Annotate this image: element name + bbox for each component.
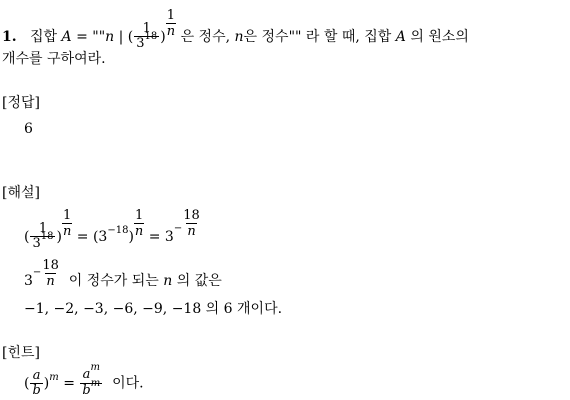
- paren-close: ): [56, 229, 62, 245]
- explanation-equation: [24, 208, 201, 253]
- fraction-numerator: 1: [142, 21, 151, 36]
- problem-text: 의 원소의: [410, 29, 469, 45]
- problem-text: = "": [76, 29, 106, 45]
- exponent-fraction: [62, 208, 72, 239]
- paren-close: ): [128, 229, 134, 245]
- fraction-denominator: [134, 31, 159, 52]
- num-exponent: m: [90, 362, 100, 373]
- problem-text: | (: [118, 29, 134, 45]
- exp-numerator: 1: [166, 8, 176, 23]
- exponent-fraction: [134, 208, 144, 239]
- exp-denominator: n: [166, 24, 176, 39]
- den-exponent: m: [90, 378, 101, 389]
- fraction-numerator: a: [32, 368, 41, 383]
- var-n: n: [105, 29, 115, 45]
- hint-text: 이다.: [112, 375, 144, 392]
- fraction-numerator: 1: [38, 221, 48, 236]
- exp-denominator: n: [134, 224, 144, 239]
- problem-line-2: 개수를 구하여라.: [2, 51, 106, 67]
- den-base: 3: [32, 236, 41, 251]
- exponent: m: [49, 371, 59, 383]
- problem-text: 집합: [29, 29, 58, 45]
- fraction: [134, 22, 159, 52]
- base: 3: [24, 273, 33, 289]
- explanation-line-3: −1, −2, −3, −6, −9, −18 의 6 개이다.: [24, 301, 283, 317]
- fraction-denominator: [30, 231, 55, 252]
- problem-text: 은 정수"" 라 할 때, 집합: [243, 29, 392, 45]
- den-base: 3: [136, 36, 145, 51]
- exp-denominator: n: [187, 224, 196, 239]
- fraction-denominator: b: [32, 383, 41, 398]
- var-n: n: [234, 29, 244, 45]
- exponent-sign: −: [32, 267, 42, 278]
- fraction: [30, 369, 42, 398]
- exponent: −18: [107, 225, 129, 236]
- exp-numerator: 18: [183, 208, 200, 223]
- problem-number: 1.: [2, 29, 17, 45]
- exponent-sign: −: [173, 223, 183, 234]
- problem-text: ): [160, 29, 166, 45]
- den-exponent: 18: [144, 31, 158, 42]
- fraction: [30, 222, 55, 252]
- equation-text: = (3: [76, 229, 108, 245]
- hint-label: [힌트]: [2, 345, 40, 361]
- explanation-label: [해설]: [2, 185, 40, 201]
- problem-text: 은 정수,: [180, 29, 231, 45]
- equals-sign: =: [63, 375, 75, 392]
- exponent-fraction: [182, 208, 201, 239]
- exp-denominator: n: [46, 274, 55, 289]
- equation-text: = 3: [148, 229, 174, 245]
- exp-numerator: 1: [134, 208, 144, 223]
- explanation-line-2: [24, 258, 222, 303]
- den-base: b: [82, 383, 91, 398]
- exp-denominator: n: [62, 224, 72, 239]
- paren-close: ): [43, 375, 50, 392]
- fraction: [80, 362, 102, 399]
- problem-line-1: [2, 8, 469, 53]
- exp-numerator: 18: [42, 258, 59, 273]
- exp-numerator: 1: [63, 208, 72, 223]
- exponent-fraction: [166, 8, 176, 39]
- answer-label: [정답]: [2, 95, 40, 111]
- set-symbol: A: [61, 29, 72, 45]
- exponent-fraction: [41, 258, 60, 289]
- den-exponent: 18: [40, 231, 54, 242]
- answer-value: 6: [24, 121, 33, 137]
- explanation-text: 이 정수가 되는: [68, 273, 159, 289]
- var-n: n: [163, 273, 173, 289]
- paren-open: (: [24, 229, 30, 245]
- hint-formula: [24, 362, 144, 399]
- paren-open: (: [24, 375, 30, 392]
- num-base: a: [82, 367, 91, 382]
- explanation-text: 의 값은: [176, 273, 222, 289]
- fraction-denominator: [80, 378, 102, 399]
- set-symbol: A: [395, 29, 406, 45]
